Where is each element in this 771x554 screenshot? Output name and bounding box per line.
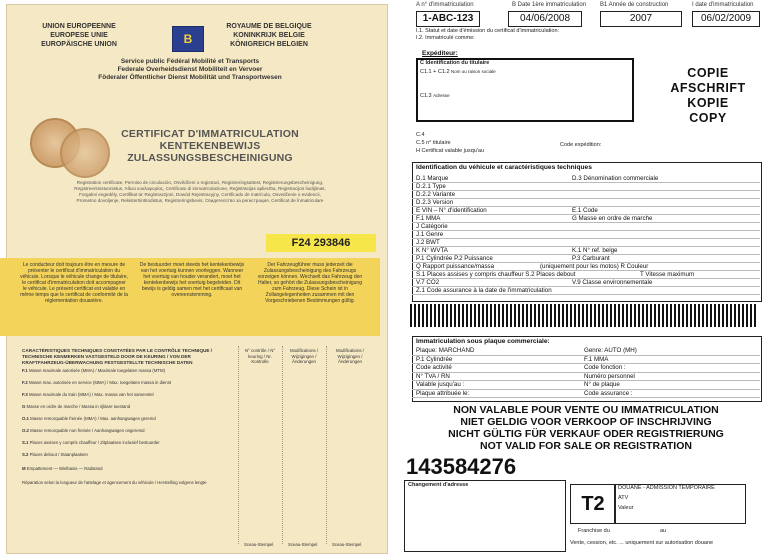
label-i1: I.1. Statut et date d'émission du certificat d'immatriculation: bbox=[416, 28, 560, 34]
vehicle-section-title: Identification du véhicule et caractéristiques techniques bbox=[416, 164, 592, 171]
kingdom-header bbox=[214, 22, 324, 49]
eu-line: UNION EUROPEENNE bbox=[42, 23, 116, 30]
label-c4: C.4 bbox=[416, 132, 425, 138]
vehicle-field-label: V.9 Classe environnementale bbox=[572, 279, 653, 286]
serial-number: F24 293846 bbox=[266, 234, 376, 252]
eu-line: EUROPÄISCHE UNION bbox=[41, 41, 117, 48]
field-label-a: A n° d'immatriculation bbox=[416, 2, 474, 8]
commercial-field-label: Code fonction : bbox=[584, 364, 626, 371]
row-divider bbox=[412, 190, 760, 191]
service-line: Föderaler Öffentlicher Dienst Mobilität und Transportwesen bbox=[98, 74, 282, 81]
vehicle-field-label: D.2.3 Version bbox=[416, 199, 454, 206]
tech-row: M Empattement — Wielbasis — Radstand bbox=[22, 466, 103, 471]
vehicle-field-label: K N° WVTA bbox=[416, 247, 448, 254]
commercial-field-label: Numéro personnel bbox=[584, 372, 635, 380]
label-h: H Certificat valable jusqu'au bbox=[416, 148, 485, 154]
vehicle-field-label: J Catégorie bbox=[416, 223, 448, 230]
commercial-field-label: Code activité bbox=[416, 364, 452, 371]
construction-year: 2007 bbox=[600, 11, 682, 27]
tech-row: S.1 Places assises y compris chauffeur / Zitplaatsen inclusief bestuurder bbox=[22, 440, 160, 445]
atv-label: ATV bbox=[618, 495, 629, 501]
eu-flag-icon bbox=[172, 26, 204, 52]
first-registration-date: 04/06/2008 bbox=[508, 11, 582, 27]
vehicle-field-label: J.1 Genre bbox=[416, 231, 444, 238]
tech-row: O.2 Masse remorquable non freinée / Aanhangwagen ongeremd bbox=[22, 428, 145, 433]
vehicle-field-label: T Vitesse maximum bbox=[640, 271, 695, 278]
au-label: au bbox=[660, 528, 667, 534]
row-divider bbox=[412, 222, 760, 223]
vehicle-field-label: E.1 Code bbox=[572, 207, 598, 214]
vente-label: Vente, cession, etc. ... uniquement sur autorisation douane bbox=[570, 540, 714, 546]
notice-de: Der Fahrzeugführer muss jederzeit die Zulassungsbescheinigung des Fahrzeugs vorzeigen können. Wechselt das Fahrzeug den Halter, so gehört die Zulassungsbescheinigung zum Fahrzeug. Diese Schein ist in Zollangelegenheiten zusammen mit den Vorgeschriebenen Bestimmungen gültig. bbox=[257, 262, 363, 304]
kingdom-line: KONINKRIJK BELGIE bbox=[233, 32, 305, 39]
tech-row: S.2 Places debout / Staanplaatsen bbox=[22, 452, 88, 457]
address-change-label: Changement d'adresse bbox=[408, 482, 469, 488]
not-valid-warning bbox=[412, 404, 760, 452]
stamp-label: Sceau-Stempel bbox=[288, 542, 318, 547]
label-c: C Identification du titulaire bbox=[420, 60, 490, 66]
vehicle-field-label: D.3 Dénomination commerciale bbox=[572, 175, 659, 182]
flag-letter: B bbox=[183, 32, 193, 46]
commercial-field-label: P.1 Cylindrée bbox=[416, 355, 453, 363]
t2-box: T2 bbox=[570, 484, 616, 524]
stamp-label: Sceau-Stempel bbox=[332, 542, 362, 547]
service-line: Federale Overheidsdienst Mobiliteit en Vervoer bbox=[117, 66, 263, 73]
copy-line: COPIE bbox=[687, 66, 729, 80]
kingdom-line: KÖNIGREICH BELGIEN bbox=[230, 41, 308, 48]
warning-line: NOT VALID FOR SALE OR REGISTRATION bbox=[480, 440, 692, 452]
label-code-expedition: Code expédition: bbox=[560, 142, 602, 148]
eu-header bbox=[24, 22, 134, 49]
field-label-i: I date d'immatriculation bbox=[692, 2, 754, 8]
franchise-label: Franchise du bbox=[578, 528, 610, 534]
sender-label: Expéditeur: bbox=[422, 50, 458, 57]
title-line: CERTIFICAT D'IMMATRICULATION bbox=[121, 128, 299, 140]
barcode bbox=[410, 304, 756, 327]
vehicle-field-label: V.7 CO2 bbox=[416, 279, 440, 286]
plate-number-field: 1-ABC-123 bbox=[416, 11, 480, 27]
vehicle-field-label: K.1 N° ref. belge bbox=[572, 247, 618, 254]
row-divider bbox=[412, 397, 760, 398]
notice-fr: Le conducteur doit toujours être en mesure de présenter le certificat d'immatriculation du véhicule. Lorsque le véhicule change de titulaire, le certificat d'immatriculation doit accompagner le véhicule. Le présent certificat est valable en même temps que le certificat de conformité de la réglementation douanière. bbox=[20, 262, 128, 304]
warning-line: NIET GELDIG VOOR VERKOOP OF INSCHRIJVING bbox=[460, 416, 712, 428]
tech-header: CARACTÉRISTIQUES TECHNIQUES CONSTATÉES PAR LE CONTRÔLE TECHNIQUE / TECHNISCHE KENMERKEN VASTGESTELD DOOR DE KEURING / VON DER KRAFTFAHRZEUG-ÜBERWACHUNG FESTGESTELLTE TECHNISCHE DATEN bbox=[22, 348, 213, 365]
vehicle-field-label: P.3 Carburant bbox=[572, 255, 610, 262]
multilingual-fineprint: Registration certificate, Permiso de circulación, Osvědčení o registraci, Registreringsattest, Registrierungsbescheinigung, Registreerimistunnistus, Άδεια κυκλοφορίας, Certificato di immatricolazione, Reģistrācijas apliecība, Registracijos liudijimas, Forgalmi engedély, Certifikat ta' Registrazzjoni, Dowód Rejestracyjny, Certificado de matrícula, Osvedčenie o evidencii, Prometno dovoljenje, Rekisteröintitodistus, Registreringsbevis, Свидетелство за регистрация, Certificat de înmatriculare bbox=[74, 180, 326, 203]
vehicle-field-label: J.2 BWT bbox=[416, 239, 440, 246]
divider bbox=[326, 346, 327, 544]
row-divider bbox=[412, 294, 760, 295]
valeur-label: Valeur bbox=[618, 505, 634, 511]
notice-nl: De bestuurder moet steeds het kentekenbewijs van het voertuig kunnen voorleggen. Wanneer het voertuig van houder verandert, moet het kentekenbewijs het voertuig begeleiden. Dit bewijs is geldig samen met het certificaat van overeenstemming. bbox=[139, 262, 245, 298]
commercial-field-label: Plaque attribuée le: bbox=[416, 389, 470, 397]
commercial-field-label: Plaque: MARCHAND bbox=[416, 347, 475, 354]
copy-line: COPY bbox=[689, 111, 727, 125]
tech-row: F.1 Masse maximale autorisée (MMA) / Maximale toegelaten massa (MTM) bbox=[22, 368, 166, 373]
eu-line: EUROPESE UNIE bbox=[50, 32, 108, 39]
vehicle-field-label: E VIN – N° d'identification bbox=[416, 207, 487, 214]
label-i2: I.2. Immatriculé comme: bbox=[416, 35, 475, 41]
field-label-b: B Date 1ère immatriculation bbox=[512, 2, 587, 8]
row-divider bbox=[412, 198, 760, 199]
copy-line: AFSCHRIFT bbox=[670, 81, 746, 95]
label-c13: C1.3 Adresse bbox=[420, 93, 450, 99]
vehicle-field-label: D.2.1 Type bbox=[416, 183, 446, 190]
vehicle-field-label: (uniquement pour les motos) R Couleur bbox=[540, 263, 649, 270]
row-divider bbox=[412, 238, 760, 239]
col-header-control: N° contrôle / N° keuring / Nr. Kontrolle bbox=[244, 348, 276, 364]
field-label-b1: B1 Année de construction bbox=[600, 2, 669, 8]
row-divider bbox=[412, 230, 760, 231]
commercial-field-label: Genre: AUTO (MH) bbox=[584, 347, 637, 354]
commercial-field-label: Code assurance : bbox=[584, 389, 633, 397]
registration-date: 06/02/2009 bbox=[692, 11, 760, 27]
commercial-section-title: Immatriculation sous plaque commerciale: bbox=[416, 338, 550, 345]
divider bbox=[238, 346, 239, 544]
label-c1: C1.1 + C1.2 Nom ou raison sociale bbox=[420, 69, 496, 75]
tech-row: O.1 Masse remorquable freinée (MMA) / Max. aanhangwagen geremd bbox=[22, 416, 156, 421]
copy-line: KOPIE bbox=[687, 96, 729, 110]
stamp-label: Sceau-Stempel bbox=[244, 542, 274, 547]
commercial-field-label: F.1 MMA bbox=[584, 355, 609, 363]
tech-row: Réparation selon la longueur de l'attelage et agencement du véhicule / Herstelling volgens lengte bbox=[22, 480, 207, 485]
vehicle-field-label: Q Rapport puissance/massa bbox=[416, 263, 495, 270]
label-c5: C.5 n° titulaire bbox=[416, 140, 451, 146]
tech-row: F.3 Masse maximale du train (MMA) / Max. massa van het samenstel bbox=[22, 392, 154, 397]
title-line: KENTEKENBEWIJS bbox=[159, 140, 261, 152]
commercial-field-label: N° de plaque bbox=[584, 381, 620, 388]
col-header-mod: Modifications / Wijzigingen / Änderungen bbox=[335, 348, 365, 364]
vehicle-field-label: Z.1 Code assurance à la date de l'immatriculation bbox=[416, 287, 552, 294]
address-change-box bbox=[404, 480, 566, 552]
document-number: 143584276 bbox=[406, 454, 517, 479]
service-public-header bbox=[40, 58, 340, 82]
commercial-field-label: N° TVA / RN bbox=[416, 372, 450, 380]
tech-row: F.2 Masse max. autorisée en service (MMA) / Max. toegelaten massa in dienst bbox=[22, 380, 172, 385]
copy-watermark bbox=[660, 66, 756, 126]
vehicle-field-label: G Masse en ordre de marche bbox=[572, 215, 653, 222]
vehicle-field-label: P.1 Cylindrée P.2 Puissance bbox=[416, 255, 493, 262]
title-line: ZULASSUNGSBESCHEINIGUNG bbox=[127, 152, 293, 164]
commercial-field-label: Valable jusqu'au : bbox=[416, 381, 465, 388]
divider bbox=[282, 346, 283, 544]
service-line: Service public Fédéral Mobilité et Transports bbox=[120, 58, 260, 65]
vehicle-field-label: D.1 Marque bbox=[416, 175, 449, 182]
warning-line: NICHT GÜLTIG FÜR VERKAUF ODER REGISTRIERUNG bbox=[448, 428, 724, 440]
vehicle-field-label: D.2.2 Variante bbox=[416, 191, 456, 198]
vehicle-field-label: S.1 Places assises y compris chauffeur S.2 Places debout bbox=[416, 271, 576, 278]
col-header-mod: Modifications / Wijzigingen / Änderungen bbox=[289, 348, 319, 364]
tech-row: G Masse en ordre de marche / Massa in rijklare toestand bbox=[22, 404, 131, 409]
warning-line: NON VALABLE POUR VENTE OU IMMATRICULATION bbox=[453, 404, 719, 416]
vehicle-field-label: F.1 MMA bbox=[416, 215, 441, 222]
certificate-title bbox=[80, 128, 340, 164]
customs-title: DOUANE - ADMISSION TEMPORAIRE bbox=[618, 485, 715, 491]
row-divider bbox=[412, 182, 760, 183]
kingdom-line: ROYAUME DE BELGIQUE bbox=[226, 23, 312, 30]
